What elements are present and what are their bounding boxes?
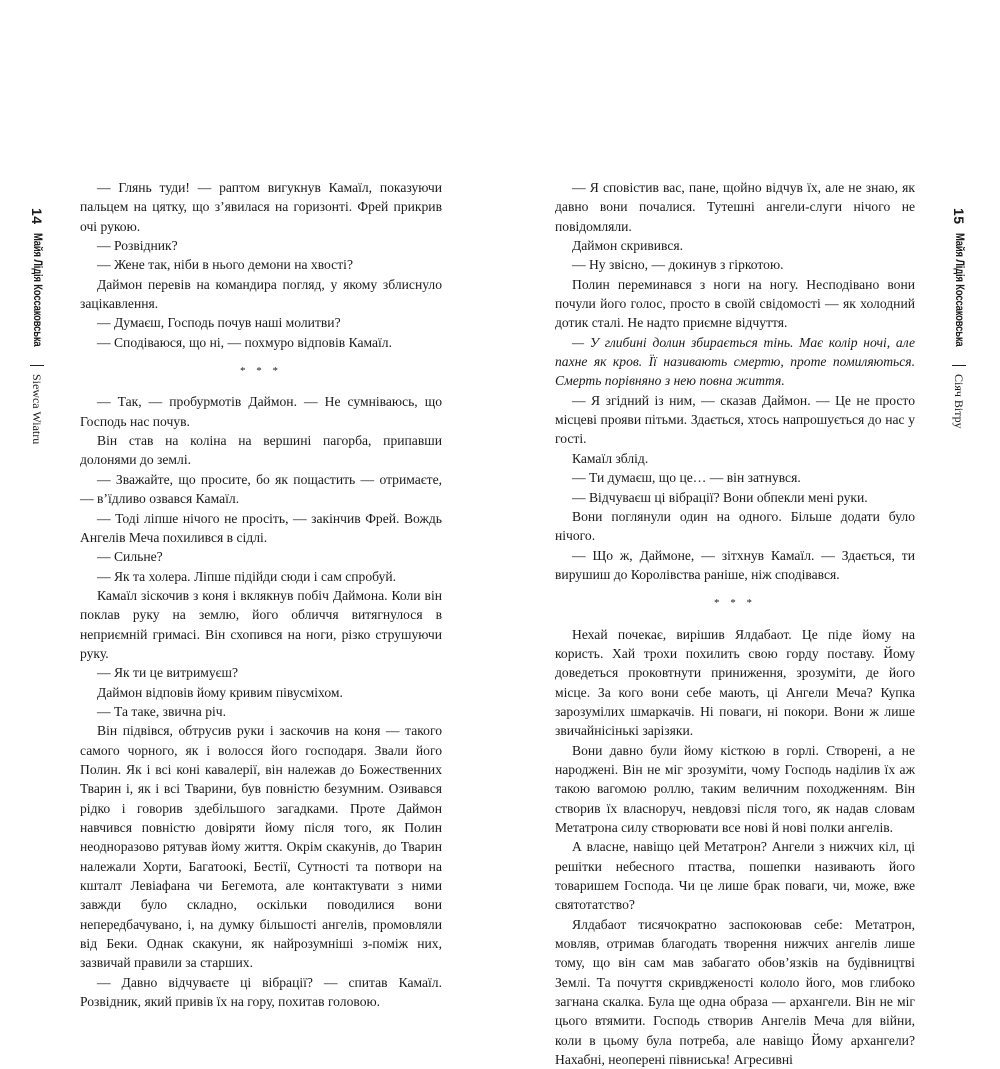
paragraph: Камаїл зіскочив з коня і вклякнув побіч Даймона. Коли він поклав руку на землю, його обличчя витягнулося в неприємній гримасі. Він схопився на ноги, різко струшуючи руку. xyxy=(80,587,442,661)
paragraph: Ялдабаот тисячократно заспокоював себе: Метатрон, мовляв, отримав благодать творення нижчих ангелів лише тому, що він сам мав забагато обов’язків на будівництві Землі. Та почуття скривдженості кололо його, мов глибоко загнана скалка. Була ще одна образа — архангели. Він не міг цього втямити. Господь створив Ангелів Меча для війни, коли в цьому була потреба, але навіщо Йому архангели? Нахабні, неоперені півниська! Агресивні xyxy=(555,916,915,1068)
left-running-header xyxy=(26,208,48,448)
page-number: 14 xyxy=(29,208,45,225)
running-title: Сіяч Вітру xyxy=(952,373,967,429)
right-running-header xyxy=(948,208,970,448)
paragraph: Даймон скривився. xyxy=(572,238,684,254)
paragraph: — Та таке, звична річ. xyxy=(97,703,227,719)
paragraph: Вони давно були йому кісткою в горлі. Створені, а не народжені. Він не міг зрозуміти, чому Господь наділив їх аж такою вагомою роллю, таким величним походженням. Він створив їх власноруч, невдовзі після того, як надав словам Метатрона силу створювати все нові й нові полки ангелів. xyxy=(555,742,915,835)
paragraph: Камаїл зблід. xyxy=(572,450,649,466)
paragraph: — Як ти це витримуєш? xyxy=(97,665,238,681)
right-text-column xyxy=(555,178,915,1069)
right-page xyxy=(500,0,1000,1068)
paragraph: — Ну звісно, — докинув з гіркотою. xyxy=(572,257,784,273)
paragraph: Він став на коліна на вершині пагорба, припавши долонями до землі. xyxy=(80,433,442,468)
paragraph: Полин переминався з ноги на ногу. Несподівано вони почули його голос, просто в своїй свідомості — як холодний дотик сталі. Не надто приємне відчуття. xyxy=(555,276,915,331)
paragraph: — Глянь туди! — раптом вигукнув Камаїл, показуючи пальцем на цятку, що з’явилася на горизонті. Фрей прикрив очі рукою. xyxy=(80,180,442,234)
paragraph: — Я згідний із ним, — сказав Даймон. — Це не просто місцеві прояви пітьми. Здається, хтось напрошується до нас у гості. xyxy=(555,392,915,447)
running-title: Siewca Wiatru xyxy=(30,373,45,445)
italic-paragraph: — У глибині долин збирається тінь. Має колір ночі, але пахне як кров. Її називають смертю, проте помиляються. Смерть порівняно з нею повна життя. xyxy=(555,334,915,389)
section-separator: * * * xyxy=(240,365,282,378)
paragraph: — Розвідник? xyxy=(97,238,178,254)
section-separator: * * * xyxy=(714,597,756,610)
page-number: 15 xyxy=(951,208,967,225)
paragraph: — Я сповістив вас, пане, щойно відчув їх, але не знаю, як давно вони почалися. Тутешні ангели-слуги нічого не повідомляли. xyxy=(555,180,915,234)
paragraph: Даймон відповів йому кривим півусміхом. xyxy=(97,684,343,700)
paragraph: А власне, навіщо цей Метатрон? Ангели з нижчих кіл, ці решітки небесного птаства, пошепки називають його товаришем Господа. Чи це лише брак поваги, чи, може, вже святотатство? xyxy=(555,839,915,913)
paragraph: — Так, — пробурмотів Даймон. — Не сумніваюсь, що Господь нас почув. xyxy=(80,394,442,429)
paragraph: Нехай почекає, вирішив Ялдабаот. Це піде йому на користь. Хай трохи похилить свою горду поставу. Йому доведеться проковтнути приниження, зрозуміти, де його місце. За кого вони себе мають, ці Ангели Меча? Купка зарозумілих шмаркачів. Ні поваги, ні покори. Вони ж лише звичайнісінькі зарізяки. xyxy=(555,626,915,739)
paragraph: — Як та холера. Ліпше підійди сюди і сам спробуй. xyxy=(97,568,396,584)
paragraph: Вони поглянули один на одного. Більше додати було нічого. xyxy=(555,508,915,544)
paragraph: — Ти думаєш, що це… — він затнувся. xyxy=(572,470,801,486)
paragraph: — Сильне? xyxy=(97,549,163,565)
paragraph: — Що ж, Даймоне, — зітхнув Камаїл. — Здається, ти вирушиш до Королівства раніше, ніж сподівався. xyxy=(555,547,915,582)
paragraph: — Жене так, ніби в нього демони на хвості? xyxy=(97,257,353,273)
left-text-column xyxy=(80,178,442,1011)
paragraph: — Тоді ліпше нічого не просіть, — закінчив Фрей. Вождь Ангелів Меча похилився в сідлі. xyxy=(80,510,442,545)
left-page xyxy=(0,0,500,1010)
paragraph: — Відчуваєш ці вібрації? Вони обпекли мені руки. xyxy=(572,489,868,505)
paragraph: Він підвівся, обтрусив руки і заскочив на коня — такого самого чорного, як і волосся його господаря. Звали його Полин. Як і всі коні кавалерії, він належав до Божественних Тварин і, як і всі Тварини, був повністю безумним. Озивався рідко і говорив здебільшого загадками. Проте Даймон навчився повністю довіряти йому після того, як Полин неодноразово рятував йому життя. Окрім скакунів, до Тварин належали Хорти, Багатоокі, Бестії, Сутності та потвори на кшталт Левіафана чи Бегемота, але контактувати з ними завжди було складно, оскільки поводилися вони непередбачувано, і, на думку більшості ангелів, промовляли від Беки. Однак скакуни, як найрозумніші з-поміж них, зазвичай правили за старших. xyxy=(80,723,442,971)
running-author: Майя Лідія Коссаковська xyxy=(953,232,965,347)
divider xyxy=(952,365,966,366)
running-author: Майя Лідія Коссаковська xyxy=(31,232,43,347)
paragraph: Даймон перевів на командира погляд, у якому зблиснуло зацікавлення. xyxy=(80,276,442,312)
paragraph: — Думаєш, Господь почув наші молитви? xyxy=(97,315,341,331)
paragraph: — Давно відчуваєте ці вібрації? — спитав Камаїл. Розвідник, який привів їх на гору, похитав головою. xyxy=(80,974,442,1010)
paragraph: — Сподіваюся, що ні, — похмуро відповів Камаїл. xyxy=(97,334,392,350)
paragraph: — Зважайте, що просите, бо як пощастить — отримаєте, — в’їдливо озвався Камаїл. xyxy=(80,471,442,507)
divider xyxy=(30,365,44,366)
